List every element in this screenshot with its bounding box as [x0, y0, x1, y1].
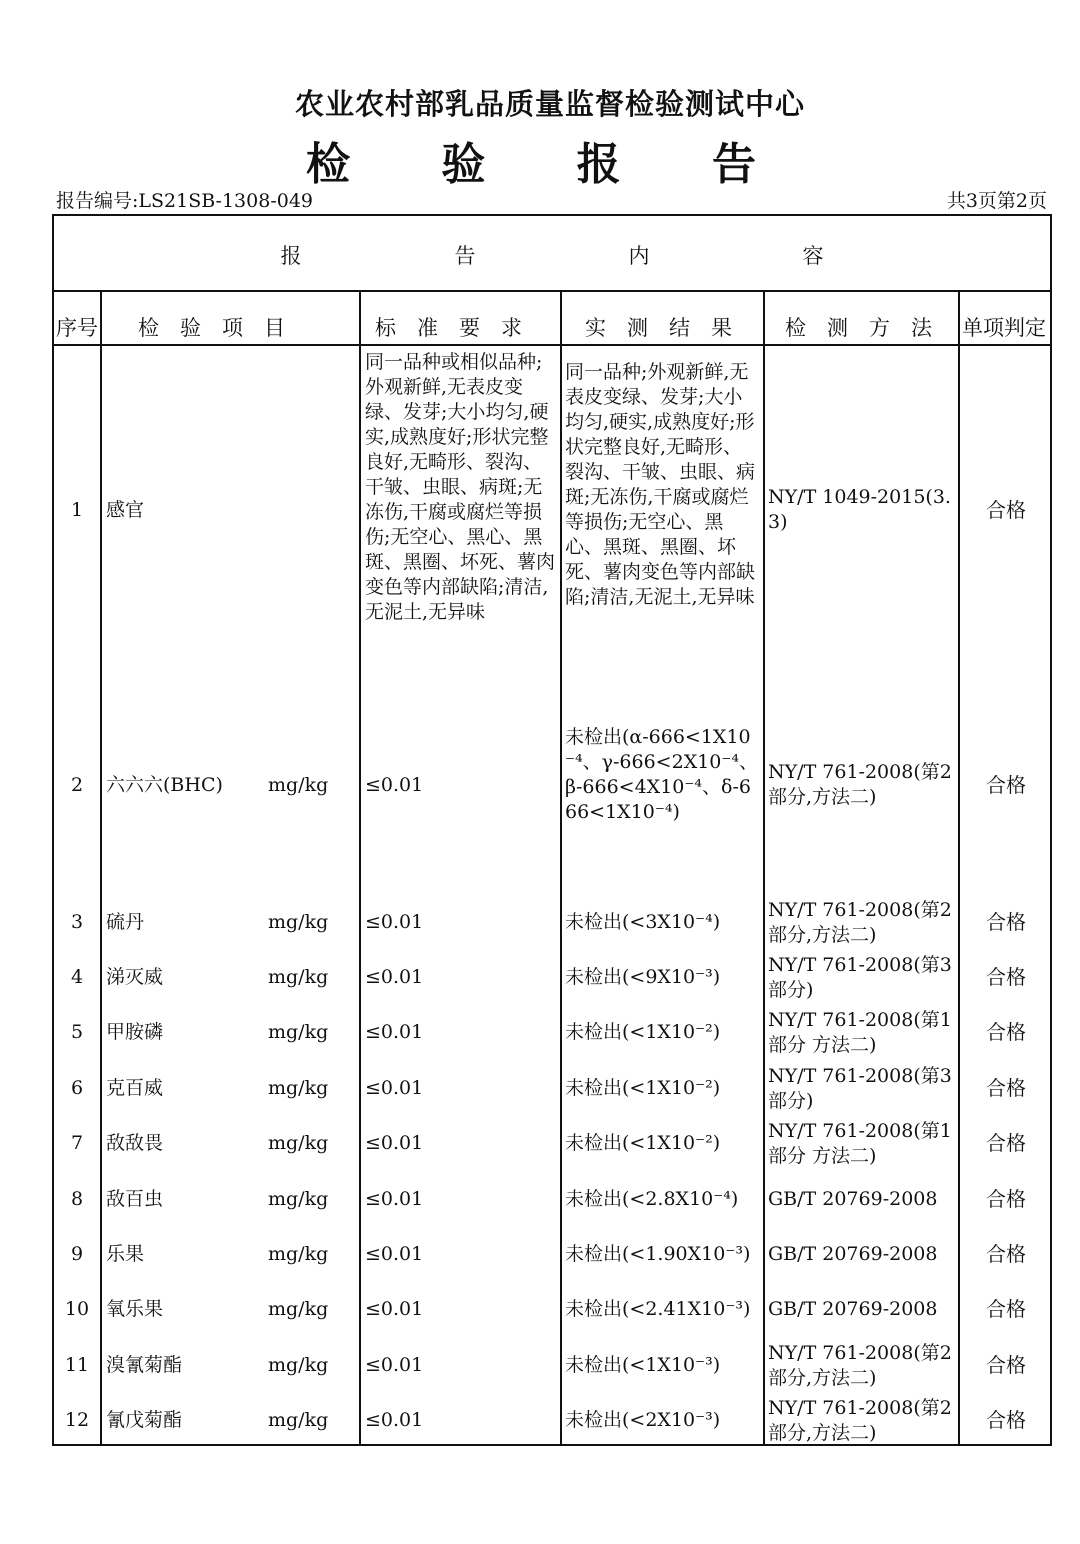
- item-verdict: 合格: [986, 965, 1026, 989]
- column-divider: [763, 290, 765, 1446]
- inspection-item: 克百威: [106, 1077, 164, 1099]
- standard-requirement: ≤0.01: [365, 1077, 424, 1099]
- item-unit: mg/kg: [268, 774, 329, 796]
- inspection-item: 溴氰菊酯: [106, 1354, 183, 1376]
- row-number: 11: [64, 1354, 90, 1376]
- test-method: NY/T 761-2008(第1部分 方法二): [768, 1120, 952, 1167]
- item-unit: mg/kg: [268, 911, 329, 933]
- column-header-no: 序号: [56, 316, 98, 340]
- test-method: GB/T 20769-2008: [768, 1188, 938, 1210]
- section-heading-char: 报: [280, 244, 302, 268]
- measured-result: 未检出(<2.41X10⁻³): [565, 1298, 751, 1320]
- row-number: 6: [70, 1077, 84, 1099]
- report-title: 检 验 报 告: [306, 139, 794, 190]
- standard-requirement: ≤0.01: [365, 1132, 424, 1154]
- table-divider: [52, 344, 1052, 346]
- inspection-item: 氧乐果: [106, 1298, 164, 1320]
- column-header-item: 检 验 项 目: [138, 316, 285, 340]
- item-unit: mg/kg: [268, 1298, 329, 1320]
- item-unit: mg/kg: [268, 1243, 329, 1265]
- standard-requirement: ≤0.01: [365, 1354, 424, 1376]
- row-number: 9: [70, 1243, 84, 1265]
- organization-name: 农业农村部乳品质量监督检验测试中心: [294, 87, 805, 121]
- item-unit: mg/kg: [268, 1354, 329, 1376]
- item-verdict: 合格: [986, 910, 1026, 934]
- item-verdict: 合格: [986, 1408, 1026, 1432]
- column-header-result: 实 测 结 果: [585, 316, 732, 340]
- measured-result: 未检出(<1X10⁻²): [565, 1132, 721, 1154]
- measured-result: 未检出(<3X10⁻⁴): [565, 911, 721, 933]
- inspection-item: 硫丹: [106, 911, 145, 933]
- standard-requirement: 同一品种或相似品种;外观新鲜,无表皮变绿、发芽;大小均匀,硬实,成熟度好;形状完整良好,无畸形、裂沟、干皱、虫眼、病斑;无冻伤,干腐或腐烂等损伤;无空心、黑心、黑斑、黑圈、坏死、薯肉变色等内部缺陷;清洁,无泥土,无异味: [365, 351, 556, 623]
- section-heading: [54, 240, 1050, 270]
- row-number: 1: [70, 499, 84, 521]
- inspection-item: 敌敌畏: [106, 1132, 164, 1154]
- measured-result: 同一品种;外观新鲜,无表皮变绿、发芽;大小均匀,硬实,成熟度好;形状完整良好,无畸形、裂沟、干皱、虫眼、病斑;无冻伤,干腐或腐烂等损伤;无空心、黑心、黑斑、黑圈、坏死、薯肉变色等内部缺陷;清洁,无泥土,无异味: [565, 361, 756, 608]
- report-number: 报告编号:LS21SB-1308-049: [56, 190, 314, 212]
- item-unit: mg/kg: [268, 1409, 329, 1431]
- inspection-item: 感官: [106, 499, 145, 521]
- standard-requirement: ≤0.01: [365, 1409, 424, 1431]
- section-heading-char: 告: [454, 244, 476, 268]
- measured-result: 未检出(<1X10⁻²): [565, 1077, 721, 1099]
- test-method: NY/T 761-2008(第2部分,方法二): [768, 1342, 952, 1389]
- test-method: NY/T 1049-2015(3.3): [768, 486, 951, 533]
- item-unit: mg/kg: [268, 966, 329, 988]
- row-number: 10: [64, 1298, 90, 1320]
- test-method: GB/T 20769-2008: [768, 1298, 938, 1320]
- test-method: NY/T 761-2008(第2部分,方法二): [768, 1397, 952, 1444]
- row-number: 2: [70, 774, 84, 796]
- test-method: NY/T 761-2008(第1部分 方法二): [768, 1009, 952, 1056]
- measured-result: 未检出(<9X10⁻³): [565, 966, 721, 988]
- inspection-item: 乐果: [106, 1243, 145, 1265]
- item-verdict: 合格: [986, 1297, 1026, 1321]
- item-verdict: 合格: [986, 1131, 1026, 1155]
- test-method: NY/T 761-2008(第2部分,方法二): [768, 899, 952, 946]
- item-verdict: 合格: [986, 1020, 1026, 1044]
- test-method: GB/T 20769-2008: [768, 1243, 938, 1265]
- measured-result: 未检出(<1X10⁻²): [565, 1021, 721, 1043]
- item-unit: mg/kg: [268, 1021, 329, 1043]
- standard-requirement: ≤0.01: [365, 911, 424, 933]
- item-unit: mg/kg: [268, 1188, 329, 1210]
- standard-requirement: ≤0.01: [365, 774, 424, 796]
- column-header-standard: 标 准 要 求: [375, 316, 522, 340]
- item-unit: mg/kg: [268, 1132, 329, 1154]
- item-verdict: 合格: [986, 773, 1026, 797]
- row-number: 5: [70, 1021, 84, 1043]
- measured-result: 未检出(<2.8X10⁻⁴): [565, 1188, 739, 1210]
- row-number: 8: [70, 1188, 84, 1210]
- row-number: 3: [70, 911, 84, 933]
- table-divider: [52, 290, 1052, 292]
- column-divider: [100, 290, 102, 1446]
- inspection-item: 涕灭威: [106, 966, 164, 988]
- item-unit: mg/kg: [268, 1077, 329, 1099]
- page-info: 共3页第2页: [946, 190, 1047, 212]
- section-heading-char: 容: [802, 244, 824, 268]
- column-header-verdict: 单项判定: [962, 316, 1046, 340]
- item-verdict: 合格: [986, 1076, 1026, 1100]
- column-header-method: 检 测 方 法: [785, 316, 932, 340]
- column-divider: [359, 290, 361, 1446]
- item-verdict: 合格: [986, 498, 1026, 522]
- test-method: NY/T 761-2008(第3部分): [768, 954, 952, 1001]
- measured-result: 未检出(α-666<1X10⁻⁴、γ-666<2X10⁻⁴、β-666<4X10⁻⁴、δ-666<1X10⁻⁴): [565, 726, 759, 823]
- standard-requirement: ≤0.01: [365, 966, 424, 988]
- item-verdict: 合格: [986, 1353, 1026, 1377]
- column-divider: [958, 290, 960, 1446]
- item-verdict: 合格: [986, 1242, 1026, 1266]
- measured-result: 未检出(<1X10⁻³): [565, 1354, 721, 1376]
- column-divider: [560, 290, 562, 1446]
- row-number: 12: [64, 1409, 90, 1431]
- test-method: NY/T 761-2008(第2部分,方法二): [768, 761, 952, 808]
- inspection-item: 六六六(BHC): [106, 774, 223, 796]
- standard-requirement: ≤0.01: [365, 1243, 424, 1265]
- section-heading-char: 内: [628, 244, 650, 268]
- inspection-item: 敌百虫: [106, 1188, 164, 1210]
- row-number: 7: [70, 1132, 84, 1154]
- measured-result: 未检出(<2X10⁻³): [565, 1409, 721, 1431]
- inspection-item: 甲胺磷: [106, 1021, 164, 1043]
- test-method: NY/T 761-2008(第3部分): [768, 1065, 952, 1112]
- standard-requirement: ≤0.01: [365, 1188, 424, 1210]
- measured-result: 未检出(<1.90X10⁻³): [565, 1243, 751, 1265]
- standard-requirement: ≤0.01: [365, 1021, 424, 1043]
- inspection-item: 氰戊菊酯: [106, 1409, 183, 1431]
- row-number: 4: [70, 966, 84, 988]
- item-verdict: 合格: [986, 1187, 1026, 1211]
- standard-requirement: ≤0.01: [365, 1298, 424, 1320]
